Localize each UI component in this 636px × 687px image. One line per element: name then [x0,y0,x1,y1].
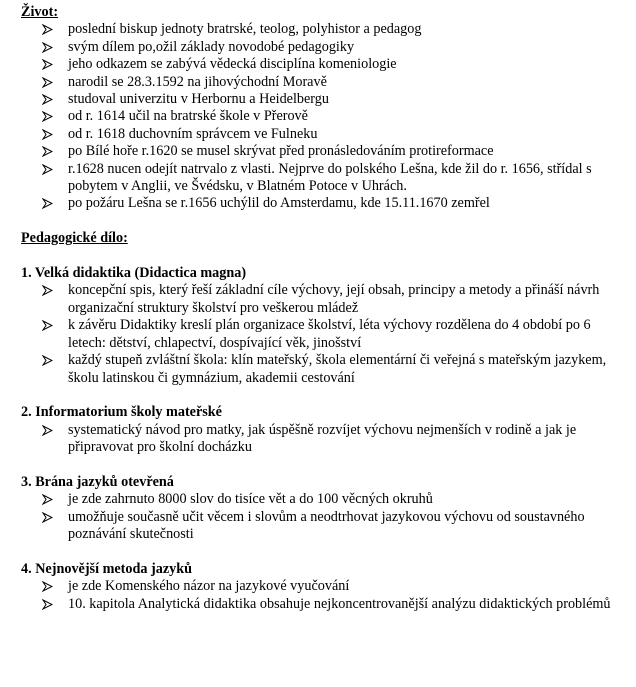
arrow-bullet-icon [42,42,53,53]
arrow-bullet-icon [42,77,53,88]
arrow-bullet-icon [42,146,53,157]
arrow-bullet-icon [42,24,53,35]
pedagogicke-heading: Pedagogické dílo: [21,230,128,247]
list-item: každý stupeň zvláštní škola: klín mateřský, škola elementární či veřejná s mateřským jazykem, školu latinskou či gymnázium, akademii cestování [68,352,621,387]
list-item: od r. 1618 duchovním správcem ve Fulneku [68,126,621,143]
spacer [21,387,621,404]
list-item: poslední biskup jednoty bratrské, teolog, polyhistor a pedagog [68,21,621,38]
section-2-list [21,422,621,457]
list-item: umožňuje současně učit věcem i slovům a neodtrhovat jazykovou výchovu od soustavného poznávání skutečnosti [68,509,621,544]
list-item: 10. kapitola Analytická didaktika obsahuje nejkoncentrovanější analýzu didaktických problémů [68,596,621,613]
arrow-bullet-icon [42,164,53,175]
arrow-bullet-icon [42,111,53,122]
section-title: 1. Velká didaktika (Didactica magna) [21,265,247,282]
list-item: koncepční spis, který řeší základní cíle výchovy, její obsah, principy a metody a přináší návrh organizační struktury školství pro veškerou mládež [68,282,621,317]
zivot-heading: Život: [21,4,59,20]
arrow-bullet-icon [42,425,53,436]
arrow-bullet-icon [42,512,53,523]
list-item: je zde Komenského názor na jazykové vyučování [68,578,621,595]
arrow-bullet-icon [42,355,53,366]
list-item: studoval univerzitu v Herbornu a Heidelbergu [68,91,621,108]
arrow-bullet-icon [42,59,53,70]
section-1-list [21,282,621,386]
list-item: r.1628 nucen odejít natrvalo z vlasti. Nejprve do polského Lešna, kde žil do r. 1656, střídal s pobytem v Anglii, ve Švédsku, v Blatném Potoce v Uhrách. [68,161,621,196]
section-4-list [21,578,621,613]
list-item: po požáru Lešna se r.1656 uchýlil do Amsterdamu, kde 15.11.1670 zemřel [68,195,621,212]
list-item: po Bílé hoře r.1620 se musel skrývat před pronásledováním protireformace [68,143,621,160]
list-item: je zde zahrnuto 8000 slov do tisíce vět a do 100 věcných okruhů [68,491,621,508]
spacer [21,544,621,561]
section-title: 3. Brána jazyků otevřená [21,473,174,490]
arrow-bullet-icon [42,285,53,296]
list-item: od r. 1614 učil na bratrské škole v Přerově [68,108,621,125]
arrow-bullet-icon [42,599,53,610]
section-title: 2. Informatorium školy mateřské [21,404,222,421]
zivot-list [21,21,621,212]
list-item: narodil se 28.3.1592 na jihovýchodní Moravě [68,74,621,91]
document-page [21,4,621,613]
section-title: 4. Nejnovější metoda jazyků [21,560,193,577]
arrow-bullet-icon [42,581,53,592]
arrow-bullet-icon [42,198,53,209]
spacer [21,457,621,474]
arrow-bullet-icon [42,494,53,505]
list-item: svým dílem po,ožil základy novodobé pedagogiky [68,39,621,56]
arrow-bullet-icon [42,94,53,105]
section-3-list [21,491,621,543]
list-item: k závěru Didaktiky kreslí plán organizace školství, léta výchovy rozdělena do 4 období po 6 letech: dětství, chlapectví, dospívající věk, jinošství [68,317,621,352]
list-item: systematický návod pro matky, jak úspěšně rozvíjet výchovu nejmenších v rodině a jak je připravovat pro školní docházku [68,422,621,457]
spacer [21,213,621,230]
spacer [21,248,621,265]
arrow-bullet-icon [42,129,53,140]
arrow-bullet-icon [42,320,53,331]
list-item: jeho odkazem se zabývá vědecká disciplína komeniologie [68,56,621,73]
